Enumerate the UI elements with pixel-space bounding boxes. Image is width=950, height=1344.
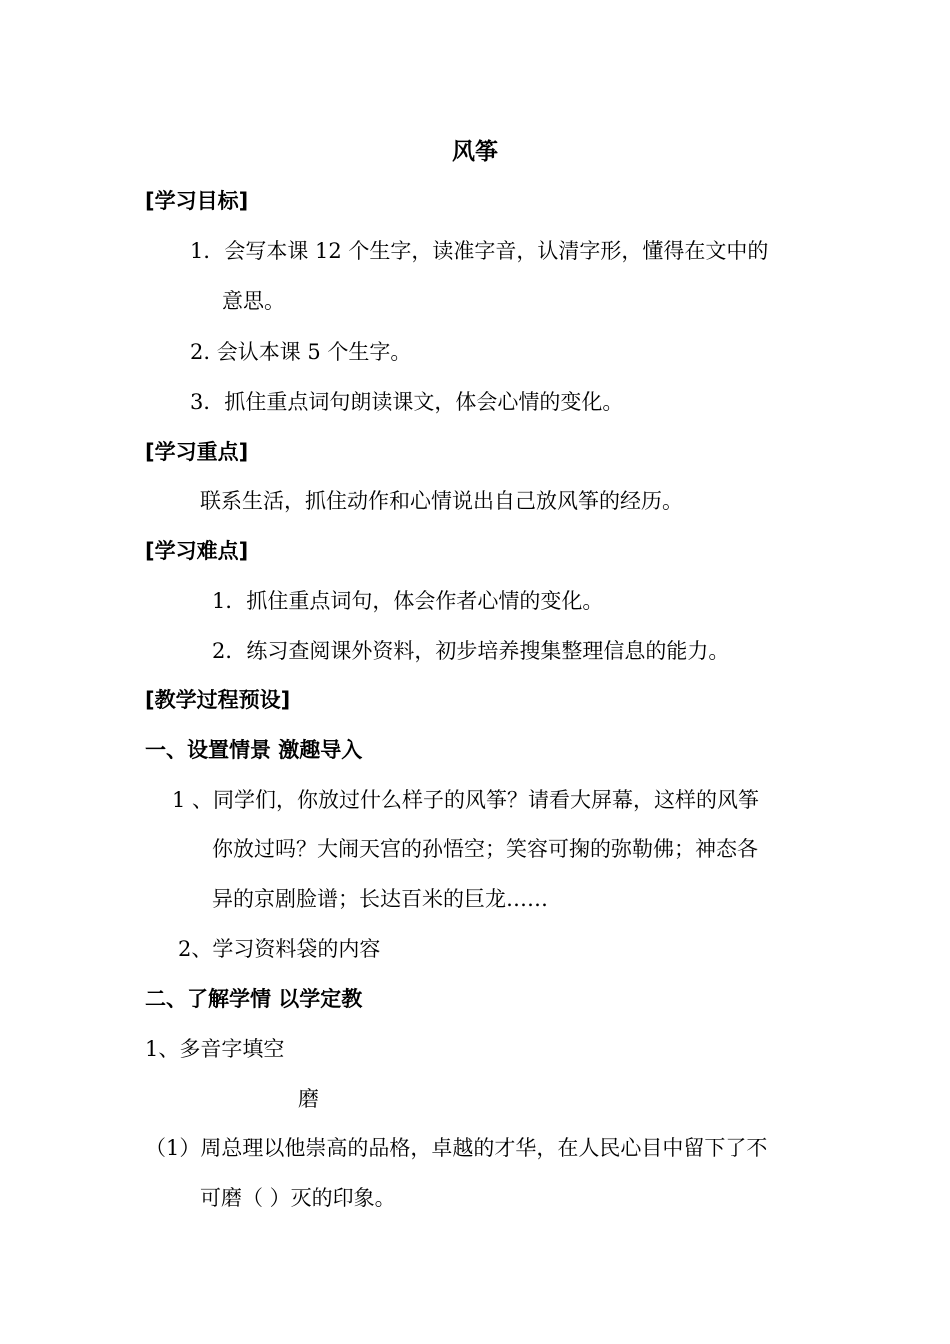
polyphonic-char-label: 磨 — [298, 1087, 319, 1111]
part-2-heading: 二、了解学情 以学定教 — [145, 987, 363, 1011]
part-1-item-2: 2、学习资料袋的内容 — [178, 937, 381, 961]
document-title: 风筝 — [452, 139, 498, 165]
difficulty-1: 1．抓住重点词句，体会作者心情的变化。 — [212, 589, 604, 613]
difficulty-heading: [学习难点] — [145, 539, 249, 563]
part-1-item-1-line-1: 1 、同学们，你放过什么样子的风筝？请看大屏幕，这样的风筝 — [172, 788, 760, 812]
goal-1-line-2: 意思。 — [222, 289, 285, 313]
part-2-item-1: 1、多音字填空 — [145, 1037, 285, 1061]
part-1-heading: 一、设置情景 激趣导入 — [145, 738, 363, 762]
question-1-line-1: （1）周总理以他崇高的品格，卓越的才华，在人民心目中留下了不 — [145, 1136, 768, 1160]
question-1-line-2: 可磨（ ）灭的印象。 — [200, 1186, 396, 1210]
difficulty-2: 2．练习查阅课外资料，初步培养搜集整理信息的能力。 — [212, 639, 730, 663]
key-text: 联系生活，抓住动作和心情说出自己放风筝的经历。 — [200, 489, 683, 513]
process-heading: [教学过程预设] — [145, 688, 291, 712]
goals-heading: [学习目标] — [145, 189, 249, 213]
goal-2: 2. 会认本课 5 个生字。 — [190, 340, 412, 364]
goal-3: 3．抓住重点词句朗读课文，体会心情的变化。 — [190, 390, 624, 414]
goal-1-line-1: 1．会写本课 12 个生字，读准字音，认清字形，懂得在文中的 — [190, 239, 769, 263]
part-1-item-1-line-2: 你放过吗？大闹天宫的孙悟空；笑容可掬的弥勒佛；神态各 — [212, 837, 758, 861]
part-1-item-1-line-3: 异的京剧脸谱；长达百米的巨龙…… — [212, 887, 548, 911]
key-heading: [学习重点] — [145, 440, 249, 464]
